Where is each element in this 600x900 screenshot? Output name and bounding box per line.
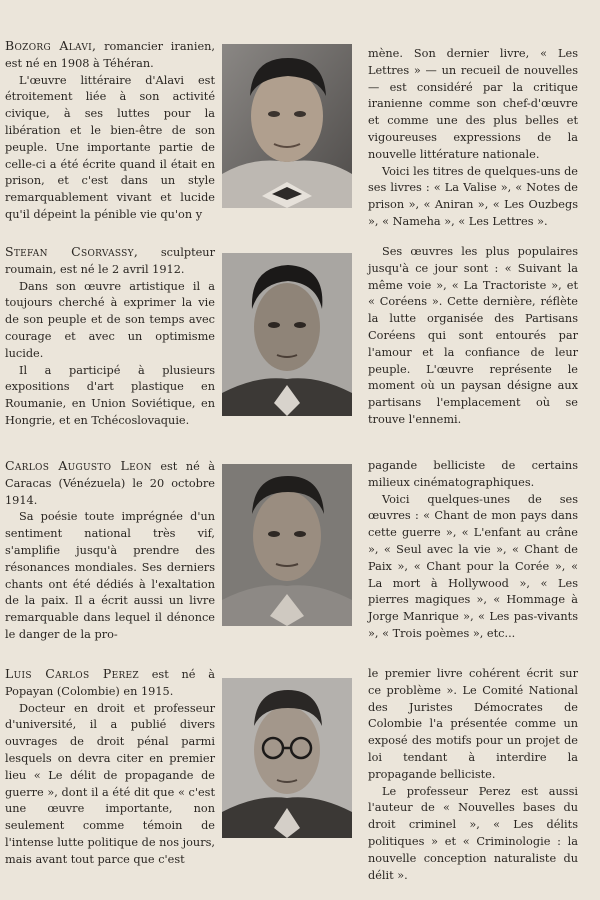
paragraph: pagande belliciste de certains milieux cinématographiques. xyxy=(368,459,578,489)
person-name: Bozorg Alavi, xyxy=(5,38,97,53)
entry-text-right xyxy=(368,244,578,429)
entry-text-left xyxy=(5,244,215,430)
portrait-photo xyxy=(222,253,352,416)
entry-text-left xyxy=(5,666,215,869)
portrait-photo xyxy=(222,464,352,626)
paragraph: Dans son œuvre artistique il a toujours cherché à exprimer la vie de son peuple et de son temps avec courage et avec un optimisme lucide. xyxy=(5,279,215,360)
portrait-photo xyxy=(222,678,352,838)
entry-text-right xyxy=(368,458,578,643)
person-name: Carlos Augusto Leon xyxy=(5,458,152,473)
intro-text: sculpteur roumain, est né le 2 avril 1912. xyxy=(5,246,215,276)
entry-text-right xyxy=(368,666,578,884)
paragraph: Le professeur Perez est aussi l'auteur de « Nouvelles bases du droit criminel », « Les délits politiques » et « Criminologie : la nouvelle conception naturaliste du délit ». xyxy=(368,784,578,882)
paragraph: mène. Son dernier livre, « Les Lettres » — un recueil de nouvelles — est considéré par la critique iranienne comme son chef-d'œuvre et comme une des plus belles et vigoureuses expressions de la nouvelle littérature nationale. xyxy=(368,47,578,161)
paragraph: Il a participé à plusieurs expositions d'art plastique en Roumanie, en Union Soviétique, en Hongrie, et en Tchécoslovaquie. xyxy=(5,363,215,427)
entry-text-right xyxy=(368,46,578,231)
paragraph: Docteur en droit et professeur d'université, il a publié divers ouvrages de droit pénal parmi lesquels on devra citer en premier lieu « Le délit de propagande de guerre », dont il a été dit que « c'est une œuvre importante, non seulement comme témoin de l'intense lutte politique de nos jours, mais avant tout parce que c'est xyxy=(5,701,215,866)
entry-text-left xyxy=(5,458,215,644)
person-name: Luis Carlos Perez xyxy=(5,666,139,681)
paragraph: L'œuvre littéraire d'Alavi est étroitement liée à son activité civique, à ses luttes pour la libération et le bien-être de son peuple. Une importante partie de celle-ci a été écrite quand il était en prison, et c'est dans un style remarquablement vivant et lucide qu'il dépeint la pénible vie qu'on y xyxy=(5,73,215,221)
person-name: Stefan Csorvassy, xyxy=(5,244,139,259)
paragraph: Voici quelques-unes de ses œuvres : « Chant de mon pays dans cette guerre », « L'enfant au crâne », « Seul avec la vie », « Chant de Paix », « Chant pour la Corée », « La mort à Hollywood », « Les pierres magiques », « Hommage à Jorge Manrique », « Les pas-vivants », « Trois poèmes », etc... xyxy=(368,492,578,640)
portrait-photo xyxy=(222,44,352,208)
paragraph: Sa poésie toute imprégnée d'un sentiment national très vif, s'amplifie jusqu'à prendre des résonances mondiales. Ses derniers chants ont été dédiés à l'exaltation de la paix. Il a écrit aussi un livre remarquable dans lequel il dénonce le danger de la pro- xyxy=(5,510,215,641)
paragraph: Voici les titres de quelques-uns de ses livres : « La Valise », « Notes de prison », « Aniran », « Les Ouzbegs », « Nameha », « Les Lettres ». xyxy=(368,164,578,228)
intro-text: est né à Popayan (Colombie) en 1915. xyxy=(5,668,216,698)
intro-text: romancier iranien, est né en 1908 à Téhéran. xyxy=(5,40,215,70)
intro-text: est né à Caracas (Vénézuela) le 20 octobre 1914. xyxy=(5,460,215,507)
paragraph: le premier livre cohérent écrit sur ce problème ». Le Comité National des Juristes Démocrates de Colombie l'a présentée comme un exposé des motifs pour un projet de loi tendant à interdire la propagande belliciste. xyxy=(368,667,578,781)
paragraph: Ses œuvres les plus populaires jusqu'à ce jour sont : « Suivant la même voie », « La Tractoriste », et « Coréens ». Cette dernière, réflète la lutte organisée des Partisans Coréens qui sont entourés par l'amour et la confiance de leur peuple. L'œuvre représente le moment où un paysan désigne aux partisans l'emplacement où se trouve l'ennemi. xyxy=(368,245,578,426)
entry-text-left xyxy=(5,38,215,224)
